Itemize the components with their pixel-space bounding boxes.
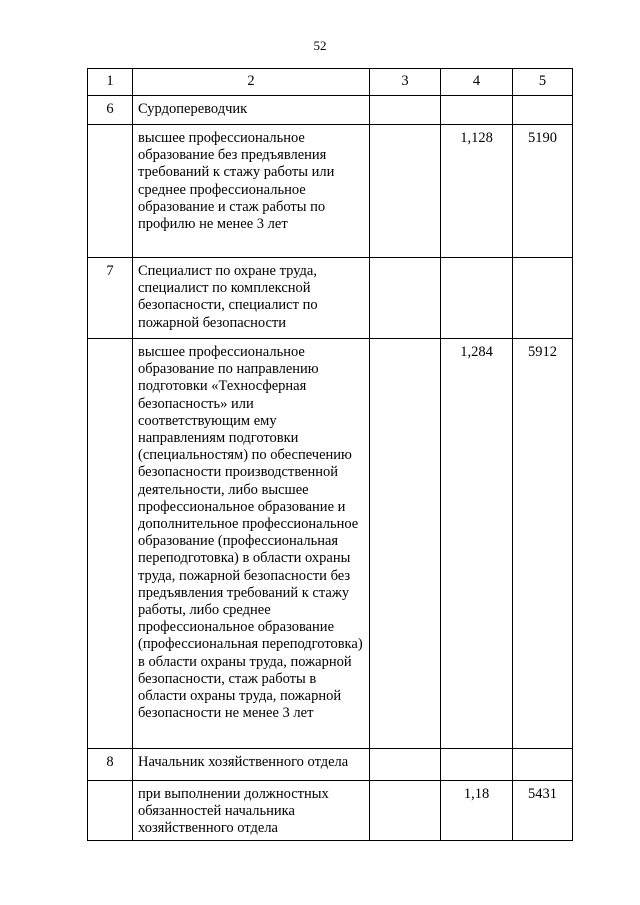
col3-cell (370, 258, 441, 339)
row-number (88, 781, 133, 841)
salary-cell: 5431 (513, 781, 573, 841)
position-title: Сурдопереводчик (133, 96, 370, 125)
table-row (88, 125, 573, 258)
table-header-row (88, 69, 573, 96)
row-number (88, 339, 133, 749)
salary-cell (513, 258, 573, 339)
coefficient-cell: 1,284 (441, 339, 513, 749)
header-col-4: 4 (441, 69, 513, 96)
row-number: 6 (88, 96, 133, 125)
position-title: Специалист по охране труда, специалист по комплексной безопасности, специалист по пожарной безопасности (133, 258, 370, 339)
salary-table (87, 68, 573, 841)
header-col-2: 2 (133, 69, 370, 96)
col3-cell (370, 339, 441, 749)
coefficient-cell: 1,18 (441, 781, 513, 841)
table-row (88, 339, 573, 749)
salary-cell (513, 96, 573, 125)
table-row (88, 258, 573, 339)
requirements-text: высшее профессиональное образование по направлению подготовки «Техносферная безопасность» или соответствующим ему направлениям подготовки (специальностям) по обеспечению безопасности производственной деятельности, либо высшее профессиональное образование и дополнительное профессиональное образование (профессиональная переподготовка) в области охраны труда, пожарной безопасности без предъявления требований к стажу работы, либо среднее профессиональное образование (профессиональная переподготовка) в области охраны труда, пожарной безопасности, стаж работы в области охраны труда, пожарной безопасности не менее 3 лет (133, 339, 370, 749)
requirements-text: высшее профессиональное образование без предъявления требований к стажу работы или среднее профессиональное образование и стаж работы по профилю не менее 3 лет (133, 125, 370, 258)
page-number: 52 (313, 38, 327, 53)
salary-cell (513, 749, 573, 781)
requirements-text: при выполнении должностных обязанностей начальника хозяйственного отдела (133, 781, 370, 841)
coefficient-cell (441, 96, 513, 125)
position-title: Начальник хозяйственного отдела (133, 749, 370, 781)
coefficient-cell (441, 258, 513, 339)
col3-cell (370, 125, 441, 258)
salary-cell: 5190 (513, 125, 573, 258)
coefficient-cell (441, 749, 513, 781)
row-number: 8 (88, 749, 133, 781)
table-row (88, 781, 573, 841)
row-number (88, 125, 133, 258)
header-col-5: 5 (513, 69, 573, 96)
col3-cell (370, 749, 441, 781)
coefficient-cell: 1,128 (441, 125, 513, 258)
table-row (88, 749, 573, 781)
table-row (88, 96, 573, 125)
header-col-1: 1 (88, 69, 133, 96)
row-number: 7 (88, 258, 133, 339)
header-col-3: 3 (370, 69, 441, 96)
col3-cell (370, 781, 441, 841)
salary-cell: 5912 (513, 339, 573, 749)
col3-cell (370, 96, 441, 125)
